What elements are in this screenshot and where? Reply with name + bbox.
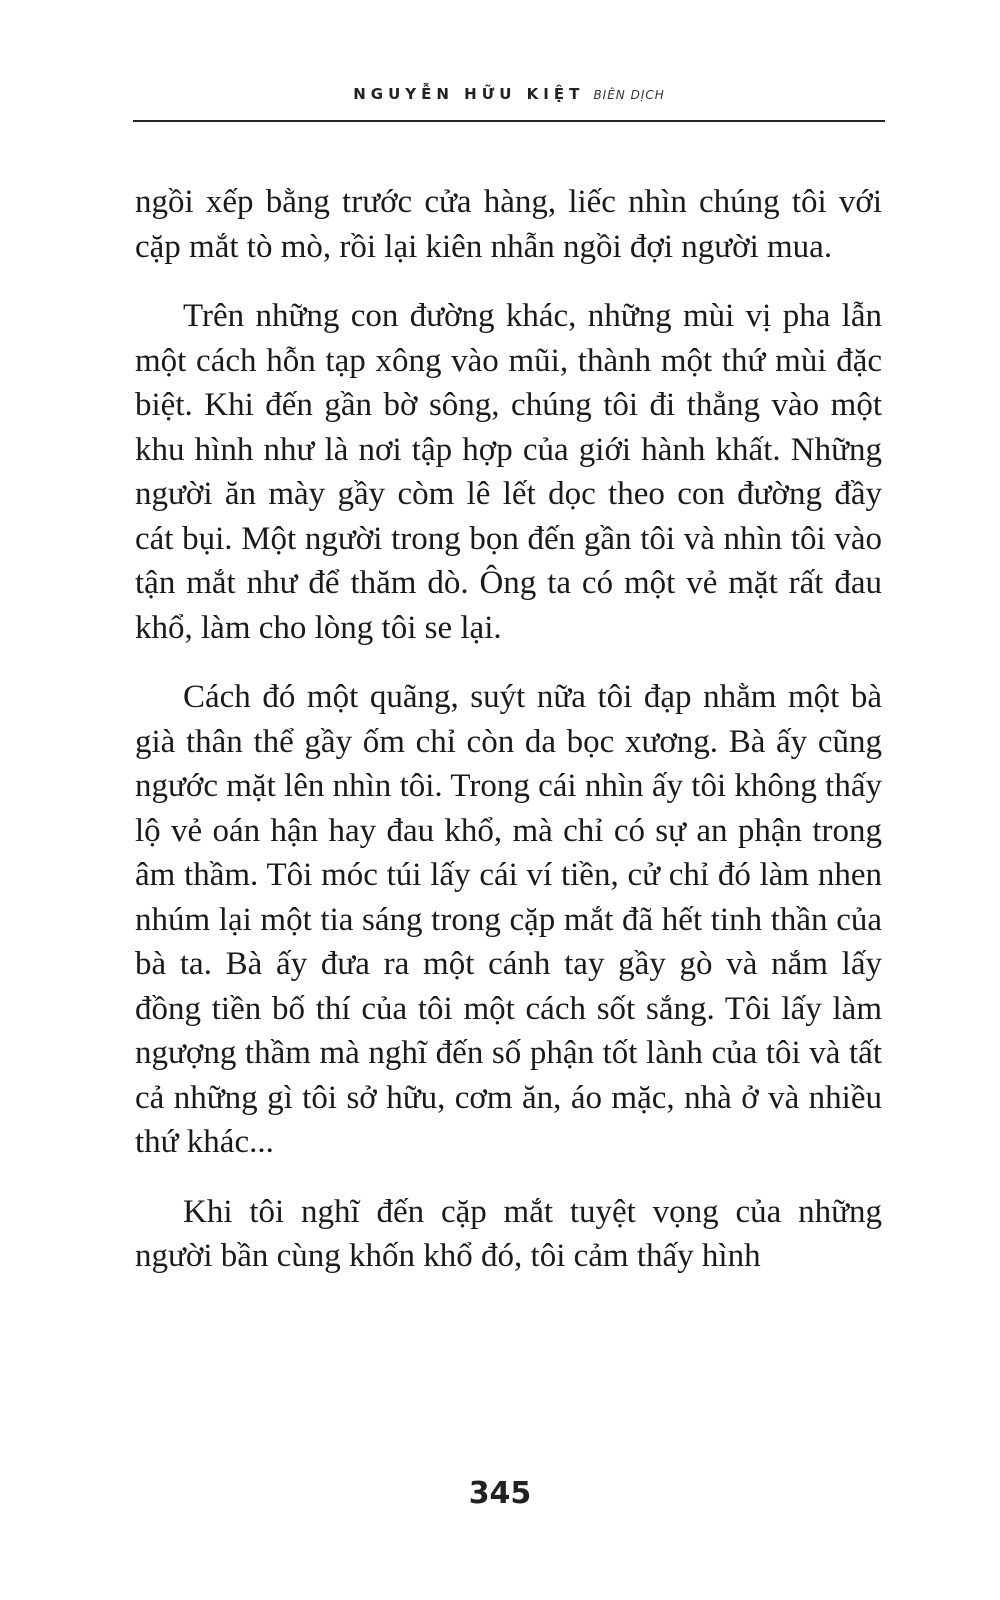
header-role: BIÊN DỊCH [593,88,665,102]
header-author: NGUYỄN HỮU KIỆT [353,85,585,103]
paragraph-continued: ngồi xếp bằng trước cửa hàng, liếc nhìn chúng tôi với cặp mắt tò mò, rồi lại kiên nhẫn ngồi đợi người mua. [135,184,882,265]
body-text [135,180,882,1304]
paragraph: Khi tôi nghĩ đến cặp mắt tuyệt vọng của những người bần cùng khốn khổ đó, tôi cảm thấy hình [135,1193,882,1274]
paragraph: Trên những con đường khác, những mùi vị pha lẫn một cách hỗn tạp xông vào mũi, thành một thứ mùi đặc biệt. Khi đến gần bờ sông, chúng tôi đi thẳng vào một khu hình như là nơi tập hợp của giới hành khất. Những người ăn mày gầy còm lê lết dọc theo con đường đầy cát bụi. Một người trong bọn đến gần tôi và nhìn tôi vào tận mắt như để thăm dò. Ông ta có một vẻ mặt rất đau khổ, làm cho lòng tôi se lại. [135,298,882,646]
page-number: 345 [468,1476,532,1511]
running-header [133,84,885,122]
paragraph: Cách đó một quãng, suýt nữa tôi đạp nhằm một bà già thân thể gầy ốm chỉ còn da bọc xương. Bà ấy cũng ngước mặt lên nhìn tôi. Trong cái nhìn ấy tôi không thấy lộ vẻ oán hận hay đau khổ, mà chỉ có sự an phận trong âm thầm. Tôi móc túi lấy cái ví tiền, cử chỉ đó làm nhen nhúm lại một tia sáng trong cặp mắt đã hết tinh thần của bà ta. Bà ấy đưa ra một cánh tay gầy gò và nắm lấy đồng tiền bố thí của tôi một cách sốt sắng. Tôi lấy làm ngượng thầm mà nghĩ đến số phận tốt lành của tôi và tất cả những gì tôi sở hữu, cơm ăn, áo mặc, nhà ở và nhiều thứ khác... [135,679,882,1160]
